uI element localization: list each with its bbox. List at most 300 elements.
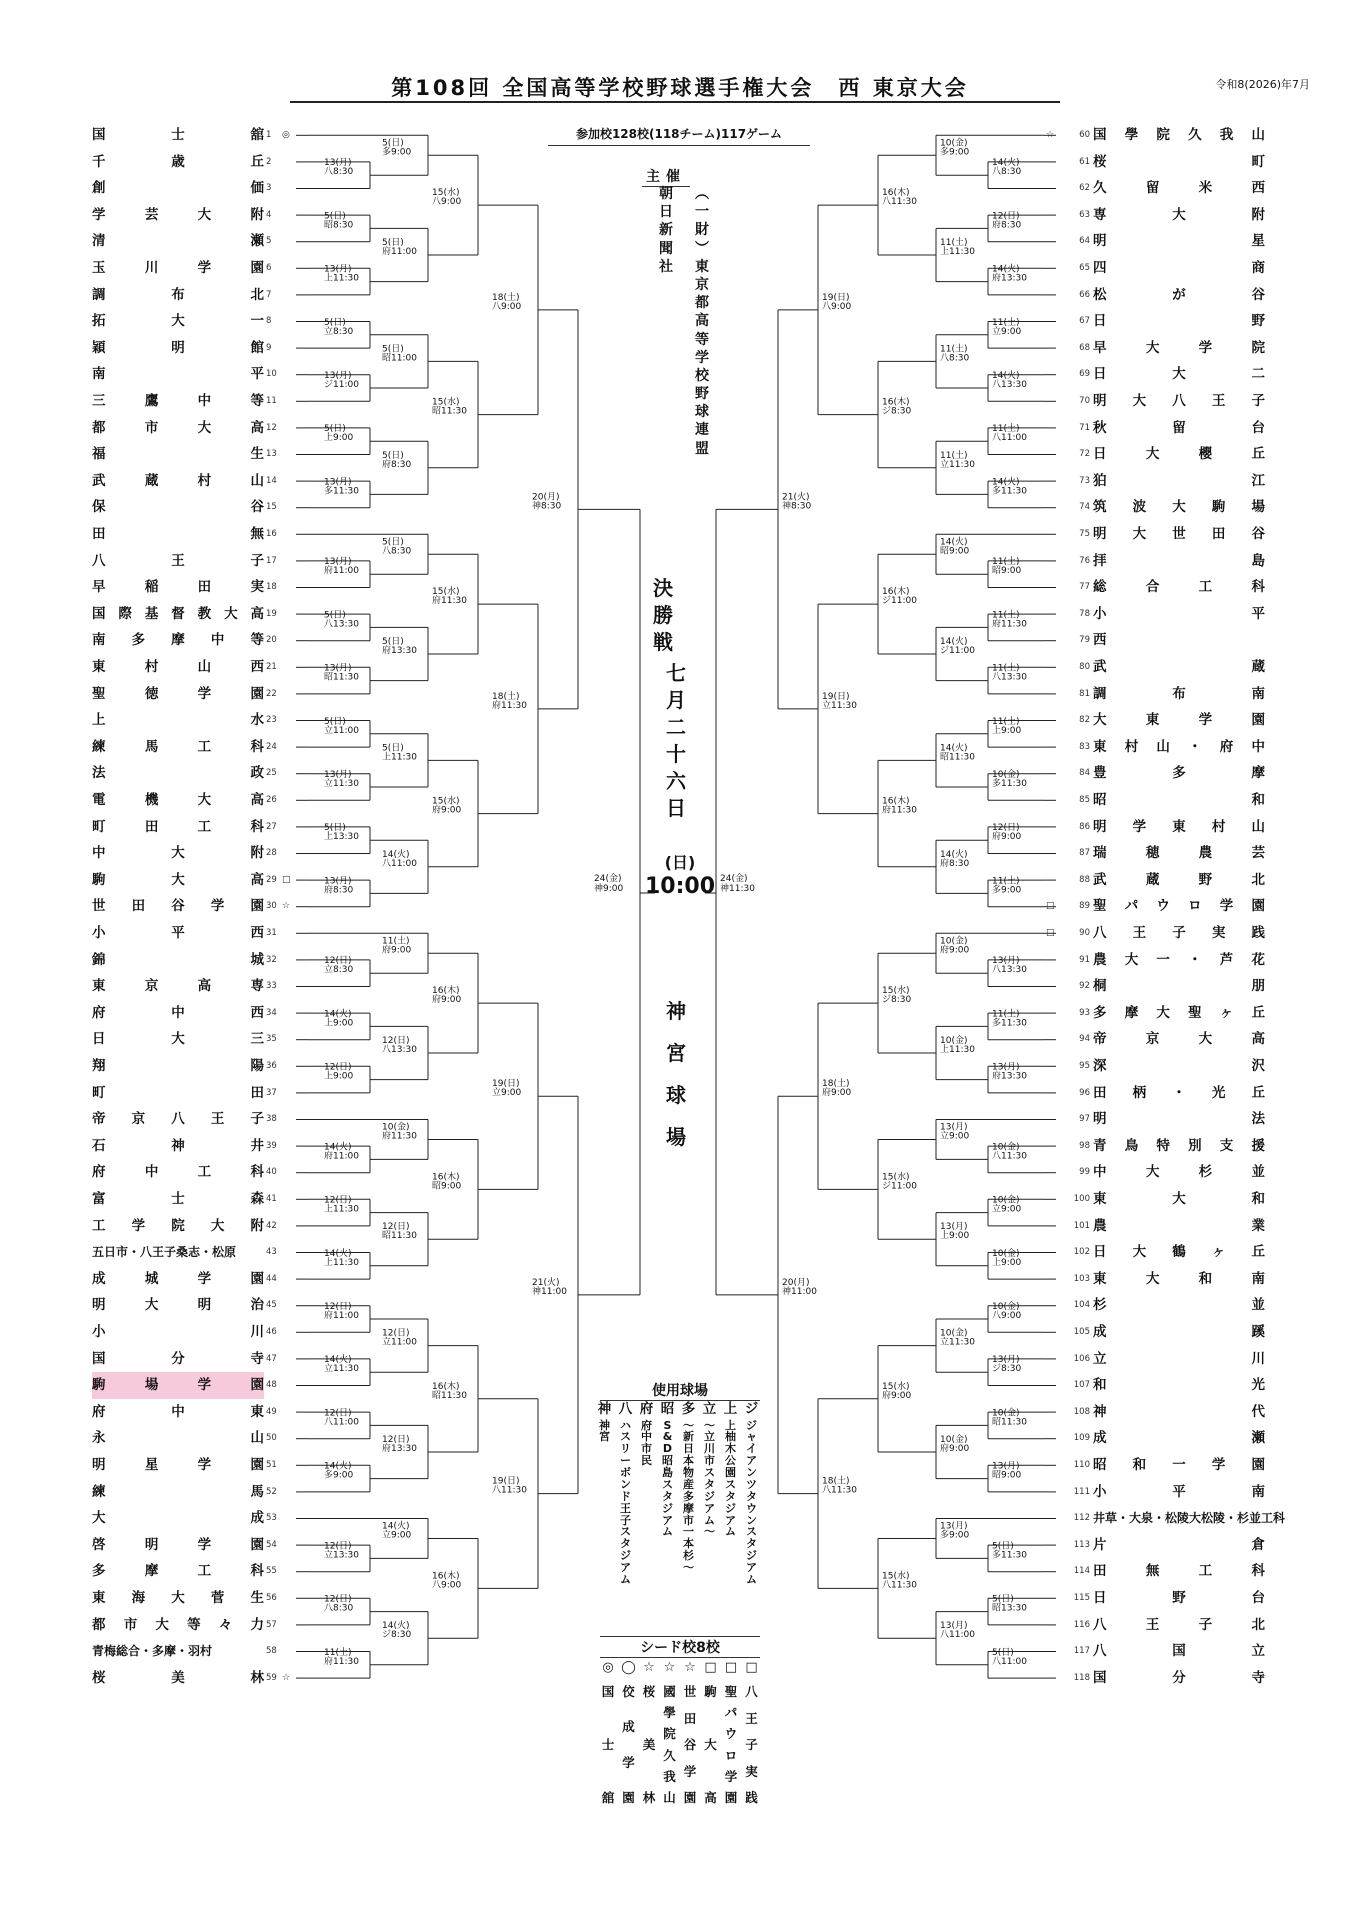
seed-char: ロ <box>724 1747 738 1763</box>
vertical-char: 連 <box>695 422 709 439</box>
stadium-abbr: 府 <box>639 1401 654 1417</box>
team-name: 拝島 <box>1093 552 1265 569</box>
early-round-date: 14(火) <box>382 849 410 860</box>
seed-char: 国 <box>601 1684 615 1699</box>
team-name: 拓大一 <box>92 313 264 330</box>
team-name: 早稲田実 <box>92 579 264 596</box>
team-name: 西 <box>1093 632 1107 649</box>
team-name: 富士森 <box>92 1191 264 1207</box>
seed-char: 院 <box>663 1726 676 1742</box>
early-round-time: 府13:30 <box>382 646 417 656</box>
team-number: 108 <box>1073 1406 1090 1417</box>
seed-symbol: ☆ <box>663 1660 676 1675</box>
team-name: 桜美林 <box>92 1669 264 1686</box>
early-round-date: 12(日) <box>382 1328 410 1339</box>
team-name: 瑞穂農芸 <box>1093 845 1265 862</box>
early-round-time: ジ8:30 <box>382 1630 412 1641</box>
team-number: 51 <box>266 1460 277 1470</box>
stadium-char: ス <box>704 1466 715 1480</box>
round3-time: ジ8:30 <box>882 995 912 1006</box>
early-round-time: 昭13:30 <box>992 1603 1027 1614</box>
team-number: 76 <box>1079 555 1090 566</box>
team-name: 豊多摩 <box>1093 765 1265 782</box>
team-number: 23 <box>266 715 277 726</box>
team-number: 115 <box>1073 1593 1090 1603</box>
stadium-column <box>594 1402 615 1443</box>
early-round-time: 昭11:30 <box>324 672 359 683</box>
team-number: 25 <box>266 768 277 779</box>
team-number: 107 <box>1073 1380 1090 1391</box>
team-name: 早大学院 <box>1093 339 1265 356</box>
team-name: 多摩工科 <box>92 1563 264 1580</box>
organizer-line-1 <box>654 185 678 276</box>
early-round-date: 14(火) <box>382 1621 410 1632</box>
team-name: 町田工科 <box>92 818 264 835</box>
early-round-date: 12(日) <box>382 1222 410 1233</box>
team-name: 立川 <box>1093 1350 1265 1367</box>
stadium-full-name <box>720 1420 741 1539</box>
early-round-date: 13(月) <box>992 956 1020 967</box>
early-round-date: 5(日) <box>992 1541 1014 1552</box>
early-round-time: 府8:30 <box>382 459 412 470</box>
team-name: 国際基督教大高 <box>92 605 264 622</box>
early-round-time: 上11:30 <box>324 1204 359 1215</box>
early-round-time: ジ8:30 <box>992 1364 1022 1375</box>
early-round-time: 府9:00 <box>992 832 1022 843</box>
seed-char: 学 <box>683 1763 697 1779</box>
team-name: 農大一・芦花 <box>1093 951 1265 968</box>
early-round-date: 10(金) <box>940 138 968 149</box>
stadium-char: タ <box>662 1489 673 1503</box>
stadium-abbr: 多 <box>681 1401 696 1417</box>
stadium-char: ア <box>704 1501 715 1515</box>
stadium-char: 上 <box>725 1418 736 1432</box>
seed-char: 學 <box>663 1705 676 1721</box>
team-number: 98 <box>1079 1140 1090 1151</box>
organizer-line-2 <box>690 185 714 458</box>
early-round-time: 府11:30 <box>992 619 1027 630</box>
round4-time: 立9:00 <box>492 1088 522 1099</box>
stadium-char: ャ <box>746 1430 757 1444</box>
team-name: 都市大等々力 <box>92 1616 264 1633</box>
early-round-time: 八13:30 <box>324 619 359 630</box>
round4-time: 八9:00 <box>492 301 522 312</box>
team-number: 73 <box>1079 475 1090 486</box>
team-name: 東大和南 <box>1093 1270 1265 1287</box>
team-number: 21 <box>266 662 277 672</box>
team-number: 36 <box>266 1061 277 1071</box>
team-number: 85 <box>1079 795 1090 805</box>
team-name: 日大櫻丘 <box>1093 446 1265 463</box>
team-name: 練馬工科 <box>92 738 264 755</box>
early-round-time: 上9:00 <box>324 433 354 444</box>
seed-char: 八 <box>745 1684 758 1699</box>
round3-time: 府9:00 <box>432 995 462 1006</box>
vertical-char: 高 <box>695 313 709 330</box>
team-name: 五日市・八王子桑志・松原 <box>92 1245 237 1260</box>
round4-date: 18(土) <box>492 292 520 303</box>
team-name: 武蔵野北 <box>1093 871 1265 888</box>
team-number: 61 <box>1079 156 1090 167</box>
stadium-char: ス <box>620 1525 631 1539</box>
vertical-char: 京 <box>695 276 709 293</box>
team-name: 三鷹中等 <box>92 393 264 409</box>
team-number: 93 <box>1079 1007 1090 1018</box>
team-number: 20 <box>266 635 277 646</box>
early-round-time: ジ11:00 <box>324 380 359 390</box>
team-name: 久留米西 <box>1093 180 1265 197</box>
stadium-char: ハ <box>620 1418 631 1432</box>
team-name: 小平南 <box>1093 1483 1265 1500</box>
vertical-char: ︵ <box>695 186 709 202</box>
team-number: 70 <box>1079 396 1090 406</box>
early-round-time: 八8:30 <box>324 167 354 178</box>
early-round-time: 八13:30 <box>992 380 1027 390</box>
stadium-char: 島 <box>662 1466 673 1480</box>
round5-date: 20(月) <box>532 492 560 503</box>
final-time: 10:00 <box>644 874 716 899</box>
seed-char: 世 <box>683 1684 697 1699</box>
team-number: 100 <box>1073 1194 1090 1204</box>
seed-char: 我 <box>663 1768 676 1784</box>
seed-school-name <box>639 1682 659 1806</box>
early-round-date: 11(土) <box>992 876 1020 887</box>
round5-time: 神11:00 <box>782 1286 817 1297</box>
team-number: 74 <box>1079 502 1090 513</box>
early-round-time: 府11:00 <box>324 1311 359 1321</box>
seed-column <box>619 1660 639 1806</box>
seed-char: 久 <box>663 1747 676 1763</box>
stadium-char: 〜 <box>704 1418 715 1432</box>
team-number: 79 <box>1079 635 1090 646</box>
team-name: 大東学園 <box>1093 712 1265 729</box>
early-round-date: 11(土) <box>992 557 1020 568</box>
early-round-time: 府13:30 <box>992 1071 1027 1082</box>
early-round-time: 上9:00 <box>992 1257 1022 1268</box>
team-name: 工学院大附 <box>92 1217 264 1234</box>
team-name: 八王子北 <box>1093 1616 1265 1633</box>
seed-mark: □ <box>1046 901 1055 912</box>
team-number: 12 <box>266 422 277 433</box>
early-round-date: 10(金) <box>992 770 1020 780</box>
early-round-date: 11(土) <box>324 1647 352 1658</box>
team-number: 86 <box>1079 821 1090 832</box>
stadium-char: ア <box>620 1561 631 1575</box>
team-name: 府中西 <box>92 1004 264 1021</box>
early-round-time: 昭9:00 <box>992 566 1022 577</box>
team-number: 49 <box>266 1406 277 1417</box>
stadium-char: タ <box>746 1537 757 1551</box>
team-number: 89 <box>1079 901 1090 912</box>
early-round-date: 14(火) <box>324 1355 352 1366</box>
vertical-char: 新 <box>659 222 673 239</box>
seed-char: 学 <box>622 1754 635 1770</box>
seed-symbol: ◯ <box>621 1660 636 1675</box>
stadium-char: タ <box>746 1489 757 1503</box>
stadium-full-name <box>657 1420 678 1539</box>
stadium-char: ア <box>725 1513 736 1527</box>
stadium-char: 日 <box>683 1442 694 1456</box>
vertical-char: 七 <box>666 661 686 685</box>
stadium-full-name <box>594 1420 615 1444</box>
vertical-char: 校 <box>695 367 709 384</box>
early-round-date: 12(日) <box>324 956 352 967</box>
seed-mark: □ <box>1046 928 1055 938</box>
seed-school-name <box>721 1682 741 1806</box>
early-round-date: 12(日) <box>324 1408 352 1419</box>
early-round-date: 14(火) <box>940 537 968 548</box>
team-number: 55 <box>266 1566 277 1577</box>
early-round-date: 13(月) <box>324 876 352 887</box>
stadium-char: 多 <box>683 1489 694 1503</box>
vertical-char: 一 <box>695 204 709 221</box>
team-number: 16 <box>266 529 277 539</box>
early-round-time: 八8:30 <box>940 353 970 364</box>
round4-time: 立11:30 <box>822 700 857 711</box>
early-round-date: 12(日) <box>992 823 1020 834</box>
round3-date: 16(木) <box>882 796 910 807</box>
team-name: 小平 <box>1093 605 1265 622</box>
semifinal-left-date: 24(金) <box>594 874 622 884</box>
team-name: 国分寺 <box>92 1350 264 1367</box>
early-round-time: 上9:00 <box>324 1071 354 1082</box>
early-round-date: 5(日) <box>382 637 404 647</box>
team-name: 国學院久我山 <box>1093 127 1265 143</box>
semifinal-left-time: 神9:00 <box>594 884 624 894</box>
team-number: 81 <box>1079 688 1090 699</box>
vertical-char: 戦 <box>653 630 673 654</box>
team-name: 駒場学園 <box>92 1372 264 1399</box>
vertical-char: 学 <box>695 349 709 366</box>
team-number: 2 <box>266 156 272 167</box>
team-name: 明星 <box>1093 233 1265 250</box>
early-round-date: 10(金) <box>992 1195 1020 1206</box>
stadium-char: ス <box>620 1430 631 1444</box>
round3-date: 16(木) <box>882 587 910 598</box>
team-name: 中大附 <box>92 845 264 862</box>
stadium-full-name <box>741 1420 762 1586</box>
early-round-date: 14(火) <box>324 1461 352 1472</box>
team-number: 18 <box>266 582 277 593</box>
stadium-char: 木 <box>725 1442 736 1456</box>
stadium-char: ボ <box>620 1466 631 1480</box>
early-round-time: 多9:00 <box>324 1470 354 1481</box>
seed-char: 桜 <box>642 1684 656 1699</box>
team-number: 29 <box>266 874 277 885</box>
early-round-date: 13(月) <box>324 770 352 780</box>
team-number: 64 <box>1079 236 1090 247</box>
early-round-time: 立9:00 <box>992 1204 1022 1215</box>
round4-date: 19(日) <box>822 691 850 702</box>
early-round-date: 12(日) <box>324 1062 352 1073</box>
team-name: 保谷 <box>92 499 264 516</box>
team-number: 116 <box>1073 1619 1090 1630</box>
round4-time: 八9:00 <box>822 301 852 312</box>
team-number: 37 <box>266 1087 277 1098</box>
stadium-char: 本 <box>683 1537 694 1551</box>
stadium-full-name <box>636 1420 657 1468</box>
early-round-time: 多9:00 <box>940 147 970 158</box>
team-name: 桐朋 <box>1093 978 1265 995</box>
team-name: 農業 <box>1093 1217 1265 1234</box>
team-name: 神代 <box>1093 1403 1265 1420</box>
round3-time: 八11:30 <box>882 197 917 208</box>
team-name: 石神井 <box>92 1137 264 1154</box>
early-round-date: 10(金) <box>940 1036 968 1046</box>
vertical-char: 宮 <box>666 1041 686 1065</box>
team-number: 11 <box>266 396 277 406</box>
team-number: 102 <box>1073 1247 1090 1258</box>
team-name: 片倉 <box>1093 1536 1265 1553</box>
team-number: 110 <box>1073 1460 1090 1470</box>
team-number: 9 <box>266 342 272 353</box>
early-round-time: 府11:00 <box>382 247 417 257</box>
round3-time: 昭11:30 <box>432 406 467 417</box>
early-round-time: 立11:30 <box>324 1364 359 1375</box>
stadium-char: 産 <box>683 1477 694 1491</box>
team-name: 電機大高 <box>92 792 264 808</box>
seed-column <box>701 1660 721 1806</box>
stadium-char: D <box>662 1442 673 1456</box>
round3-time: 八9:00 <box>432 197 462 208</box>
round3-date: 16(木) <box>432 1172 460 1183</box>
early-round-time: 八11:00 <box>992 1656 1027 1667</box>
early-round-time: 八8:30 <box>382 546 412 557</box>
semifinal-right-date: 24(金) <box>720 874 748 884</box>
team-name: 田無 <box>92 526 264 542</box>
stadium-char: 園 <box>725 1466 736 1480</box>
team-name: 啓明学園 <box>92 1536 264 1553</box>
round4-time: 府11:30 <box>492 700 527 711</box>
team-name: 小川 <box>92 1324 264 1340</box>
round3-time: 昭11:30 <box>432 1390 467 1401</box>
round3-date: 15(水) <box>882 1381 910 1392</box>
early-round-date: 11(土) <box>940 450 968 461</box>
team-number: 14 <box>266 475 277 486</box>
round3-date: 15(水) <box>432 397 460 408</box>
seed-char: 大 <box>704 1737 717 1752</box>
stadium-char: ン <box>746 1466 757 1480</box>
team-number: 111 <box>1073 1486 1090 1497</box>
team-number: 87 <box>1079 848 1090 859</box>
team-name: 錦城 <box>92 951 264 968</box>
team-number: 42 <box>266 1220 277 1231</box>
team-name: 永山 <box>92 1430 264 1447</box>
early-round-time: 八13:30 <box>992 965 1027 976</box>
round4-time: 八11:30 <box>492 1485 527 1496</box>
team-name: 狛江 <box>1093 472 1265 489</box>
seed-char: 学 <box>724 1768 738 1784</box>
team-name: 日野 <box>1093 313 1265 330</box>
early-round-date: 5(日) <box>324 211 346 222</box>
team-name: 成蹊 <box>1093 1324 1265 1340</box>
stadium-char: S <box>663 1418 672 1432</box>
seed-char: 成 <box>622 1719 635 1735</box>
stadium-char: ア <box>746 1561 757 1575</box>
early-round-date: 13(月) <box>324 663 352 674</box>
early-round-date: 10(金) <box>940 936 968 947</box>
early-round-date: 12(日) <box>324 1541 352 1552</box>
team-name: 八王子 <box>92 552 264 569</box>
early-round-date: 5(日) <box>324 424 346 435</box>
team-name: 武蔵 <box>1093 659 1265 675</box>
early-round-time: 立11:30 <box>324 779 359 789</box>
team-name: 調布北 <box>92 286 264 303</box>
team-number: 8 <box>266 316 272 327</box>
early-round-time: 八11:00 <box>382 858 417 869</box>
seed-school-name <box>680 1682 700 1806</box>
team-number: 54 <box>266 1539 277 1550</box>
seed-school-name <box>598 1682 618 1806</box>
vertical-char: 朝 <box>659 186 673 202</box>
round5-time: 神11:00 <box>532 1286 567 1297</box>
team-number: 56 <box>266 1593 277 1603</box>
early-round-date: 14(火) <box>940 849 968 860</box>
page-title: 第108回 全国高等学校野球選手権大会 西 東京大会 <box>391 76 969 100</box>
early-round-time: 昭11:00 <box>382 353 417 364</box>
seed-char: 園 <box>683 1790 697 1805</box>
seed-char: 林 <box>642 1790 656 1805</box>
team-name: 東海大菅生 <box>92 1590 264 1606</box>
early-round-time: 多9:00 <box>940 1530 970 1541</box>
team-number: 10 <box>266 369 277 380</box>
seed-char: 山 <box>663 1789 676 1805</box>
early-round-time: 立8:30 <box>324 326 354 337</box>
team-name: 駒大高 <box>92 871 264 888</box>
seed-char: 舘 <box>601 1790 615 1805</box>
early-round-time: 昭11:30 <box>992 1417 1027 1428</box>
team-number: 33 <box>266 981 277 992</box>
early-round-date: 11(土) <box>940 238 968 248</box>
team-name: 上水 <box>92 712 264 729</box>
vertical-char: 十 <box>666 742 686 766</box>
team-number: 30 <box>266 901 277 912</box>
team-name: 帝京八王子 <box>92 1111 264 1128</box>
early-round-time: 多11:30 <box>992 486 1027 497</box>
stadium-char: タ <box>620 1537 631 1551</box>
vertical-char: 球 <box>666 1083 686 1107</box>
early-round-time: 上11:30 <box>324 273 359 284</box>
stadium-char: ジ <box>746 1549 757 1563</box>
stadium-char: 新 <box>683 1430 694 1444</box>
early-round-time: 上9:00 <box>992 725 1022 736</box>
team-name: 明学東村山 <box>1093 818 1265 835</box>
stadium-char: ス <box>725 1477 736 1491</box>
participants-underline <box>548 145 810 146</box>
team-name: 東大和 <box>1093 1191 1265 1207</box>
early-round-time: 八8:30 <box>324 1603 354 1614</box>
team-name: 日大三 <box>92 1031 264 1048</box>
stadium-column <box>741 1402 762 1586</box>
vertical-char: 月 <box>666 688 686 712</box>
stadium-char: ジ <box>725 1501 736 1515</box>
team-name: 東京高専 <box>92 978 264 995</box>
round5-date: 21(火) <box>532 1277 560 1288</box>
team-number: 48 <box>266 1380 277 1391</box>
early-round-time: 昭8:30 <box>324 220 354 231</box>
stadium-char: 昭 <box>662 1454 673 1468</box>
team-name: 中大杉並 <box>1093 1164 1265 1181</box>
stadium-char: 市 <box>683 1513 694 1527</box>
team-name: 青梅総合・多摩・羽村 <box>92 1644 213 1659</box>
early-round-time: 立11:30 <box>940 459 975 470</box>
seed-column <box>639 1660 659 1806</box>
early-round-date: 13(月) <box>992 1062 1020 1073</box>
seed-school-name <box>660 1682 680 1806</box>
stadium-char: ム <box>746 1572 757 1586</box>
team-number: 24 <box>266 741 277 752</box>
early-round-time: 府8:30 <box>992 220 1022 231</box>
